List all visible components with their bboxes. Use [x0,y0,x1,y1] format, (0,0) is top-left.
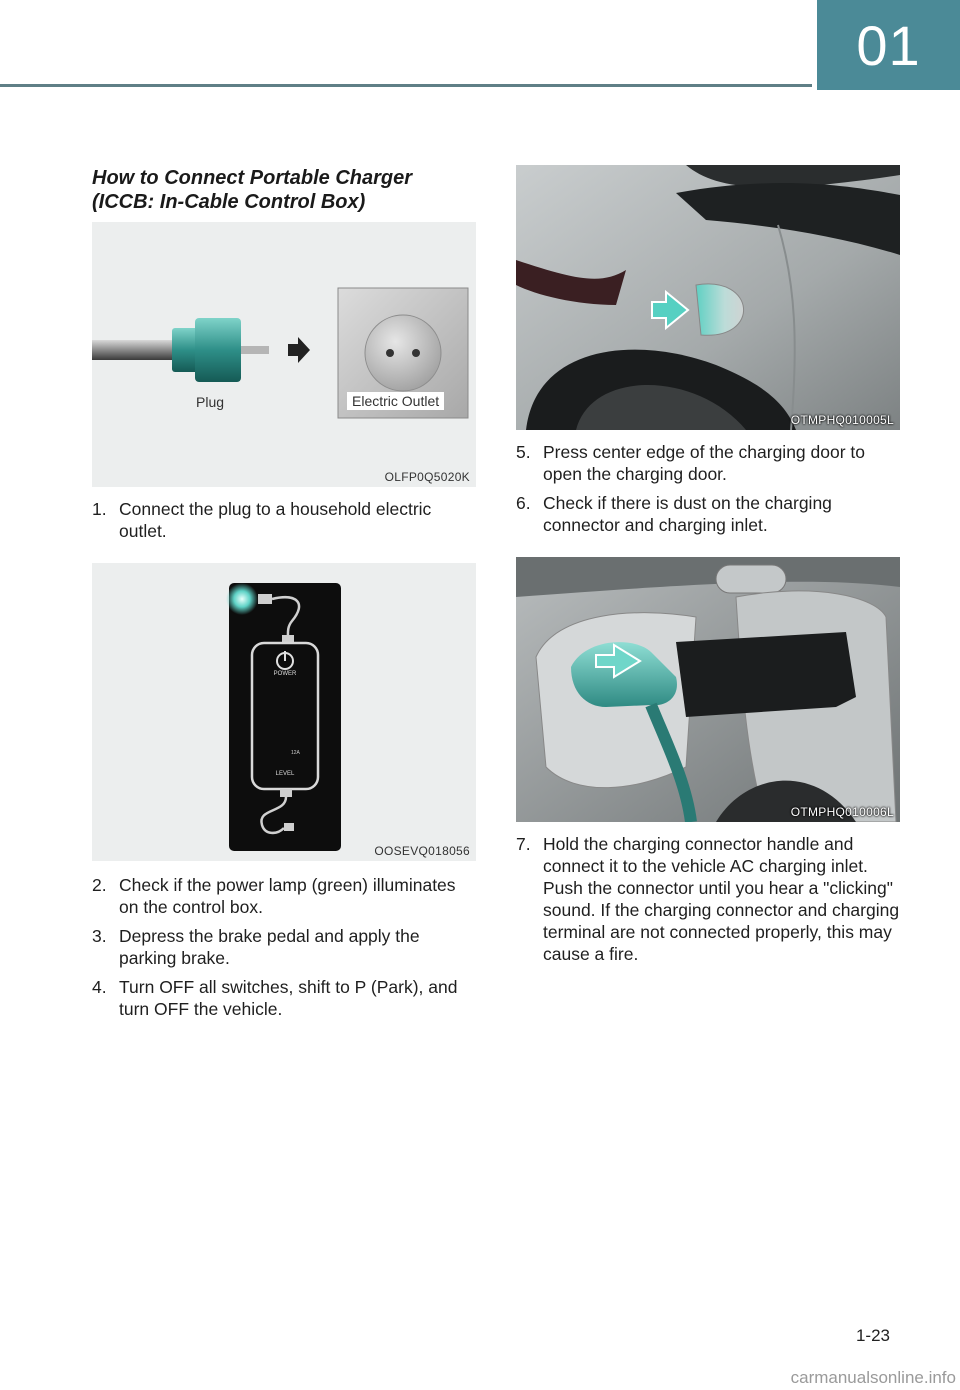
figure-connector [516,557,900,822]
steps-list-1 [92,498,476,549]
section-title: How to Connect Portable Charger (ICCB: In-Cable Control Box) [92,167,413,213]
steps-list-3 [516,441,900,543]
figure-charging-door [516,165,900,430]
step-item: 4. Turn OFF all switches, shift to P (Park), and turn OFF the vehicle. [92,977,458,1019]
plug-label: Plug [196,394,225,410]
step-item: 6. Check if there is dust on the charging connector and charging inlet. [516,493,832,535]
outlet-label: Electric Outlet [347,392,444,410]
control-box-panel [229,583,341,851]
figure-code: OTMPHQ010005L [790,413,894,427]
step-item: 2. Check if the power lamp (green) illuminates on the control box. [92,875,456,917]
figure-code: OLFP0Q5020K [384,470,470,484]
steps-list-4 [516,833,900,972]
connector-illustration [516,557,900,822]
step-item: 3. Depress the brake pedal and apply the parking brake. [92,926,420,968]
plug-outlet-illustration [92,222,476,487]
figure-code: OOSEVQ018056 [374,844,470,858]
door-handle-shape [716,565,786,593]
chapter-number: 01 [856,13,921,77]
steps-list-2 [92,874,478,1027]
figure-plug-outlet [92,222,476,487]
power-lamp-glow-icon [226,583,258,615]
charging-door-illustration [516,165,900,430]
arrow-right-icon [288,337,310,363]
cable-shape [92,340,182,360]
plug-body-shape [195,318,241,382]
figure-control-box [92,563,476,861]
power-label: POWER [273,671,297,677]
charging-door-open-shape [676,632,856,717]
header-rule [0,84,812,87]
figure-code: OTMPHQ010006L [790,805,894,819]
amp-label: 12A [291,750,300,756]
page-number: 1-23 [855,1326,890,1345]
control-box-illustration [92,563,476,861]
watermark: carmanualsonline.info [790,1368,956,1387]
chapter-tab [817,0,960,90]
level-label: LEVEL [275,771,295,777]
step-item: 7. Hold the charging connector handle and connect it to the vehicle AC charging inlet. Push the connector until you hear a "clicking" sound. If the charging connector and charging terminal are not connected properly, this may cause a fire. [516,834,900,964]
step-item: 1. Connect the plug to a household electric outlet. [92,499,432,541]
step-item: 5. Press center edge of the charging door to open the charging door. [516,442,866,484]
